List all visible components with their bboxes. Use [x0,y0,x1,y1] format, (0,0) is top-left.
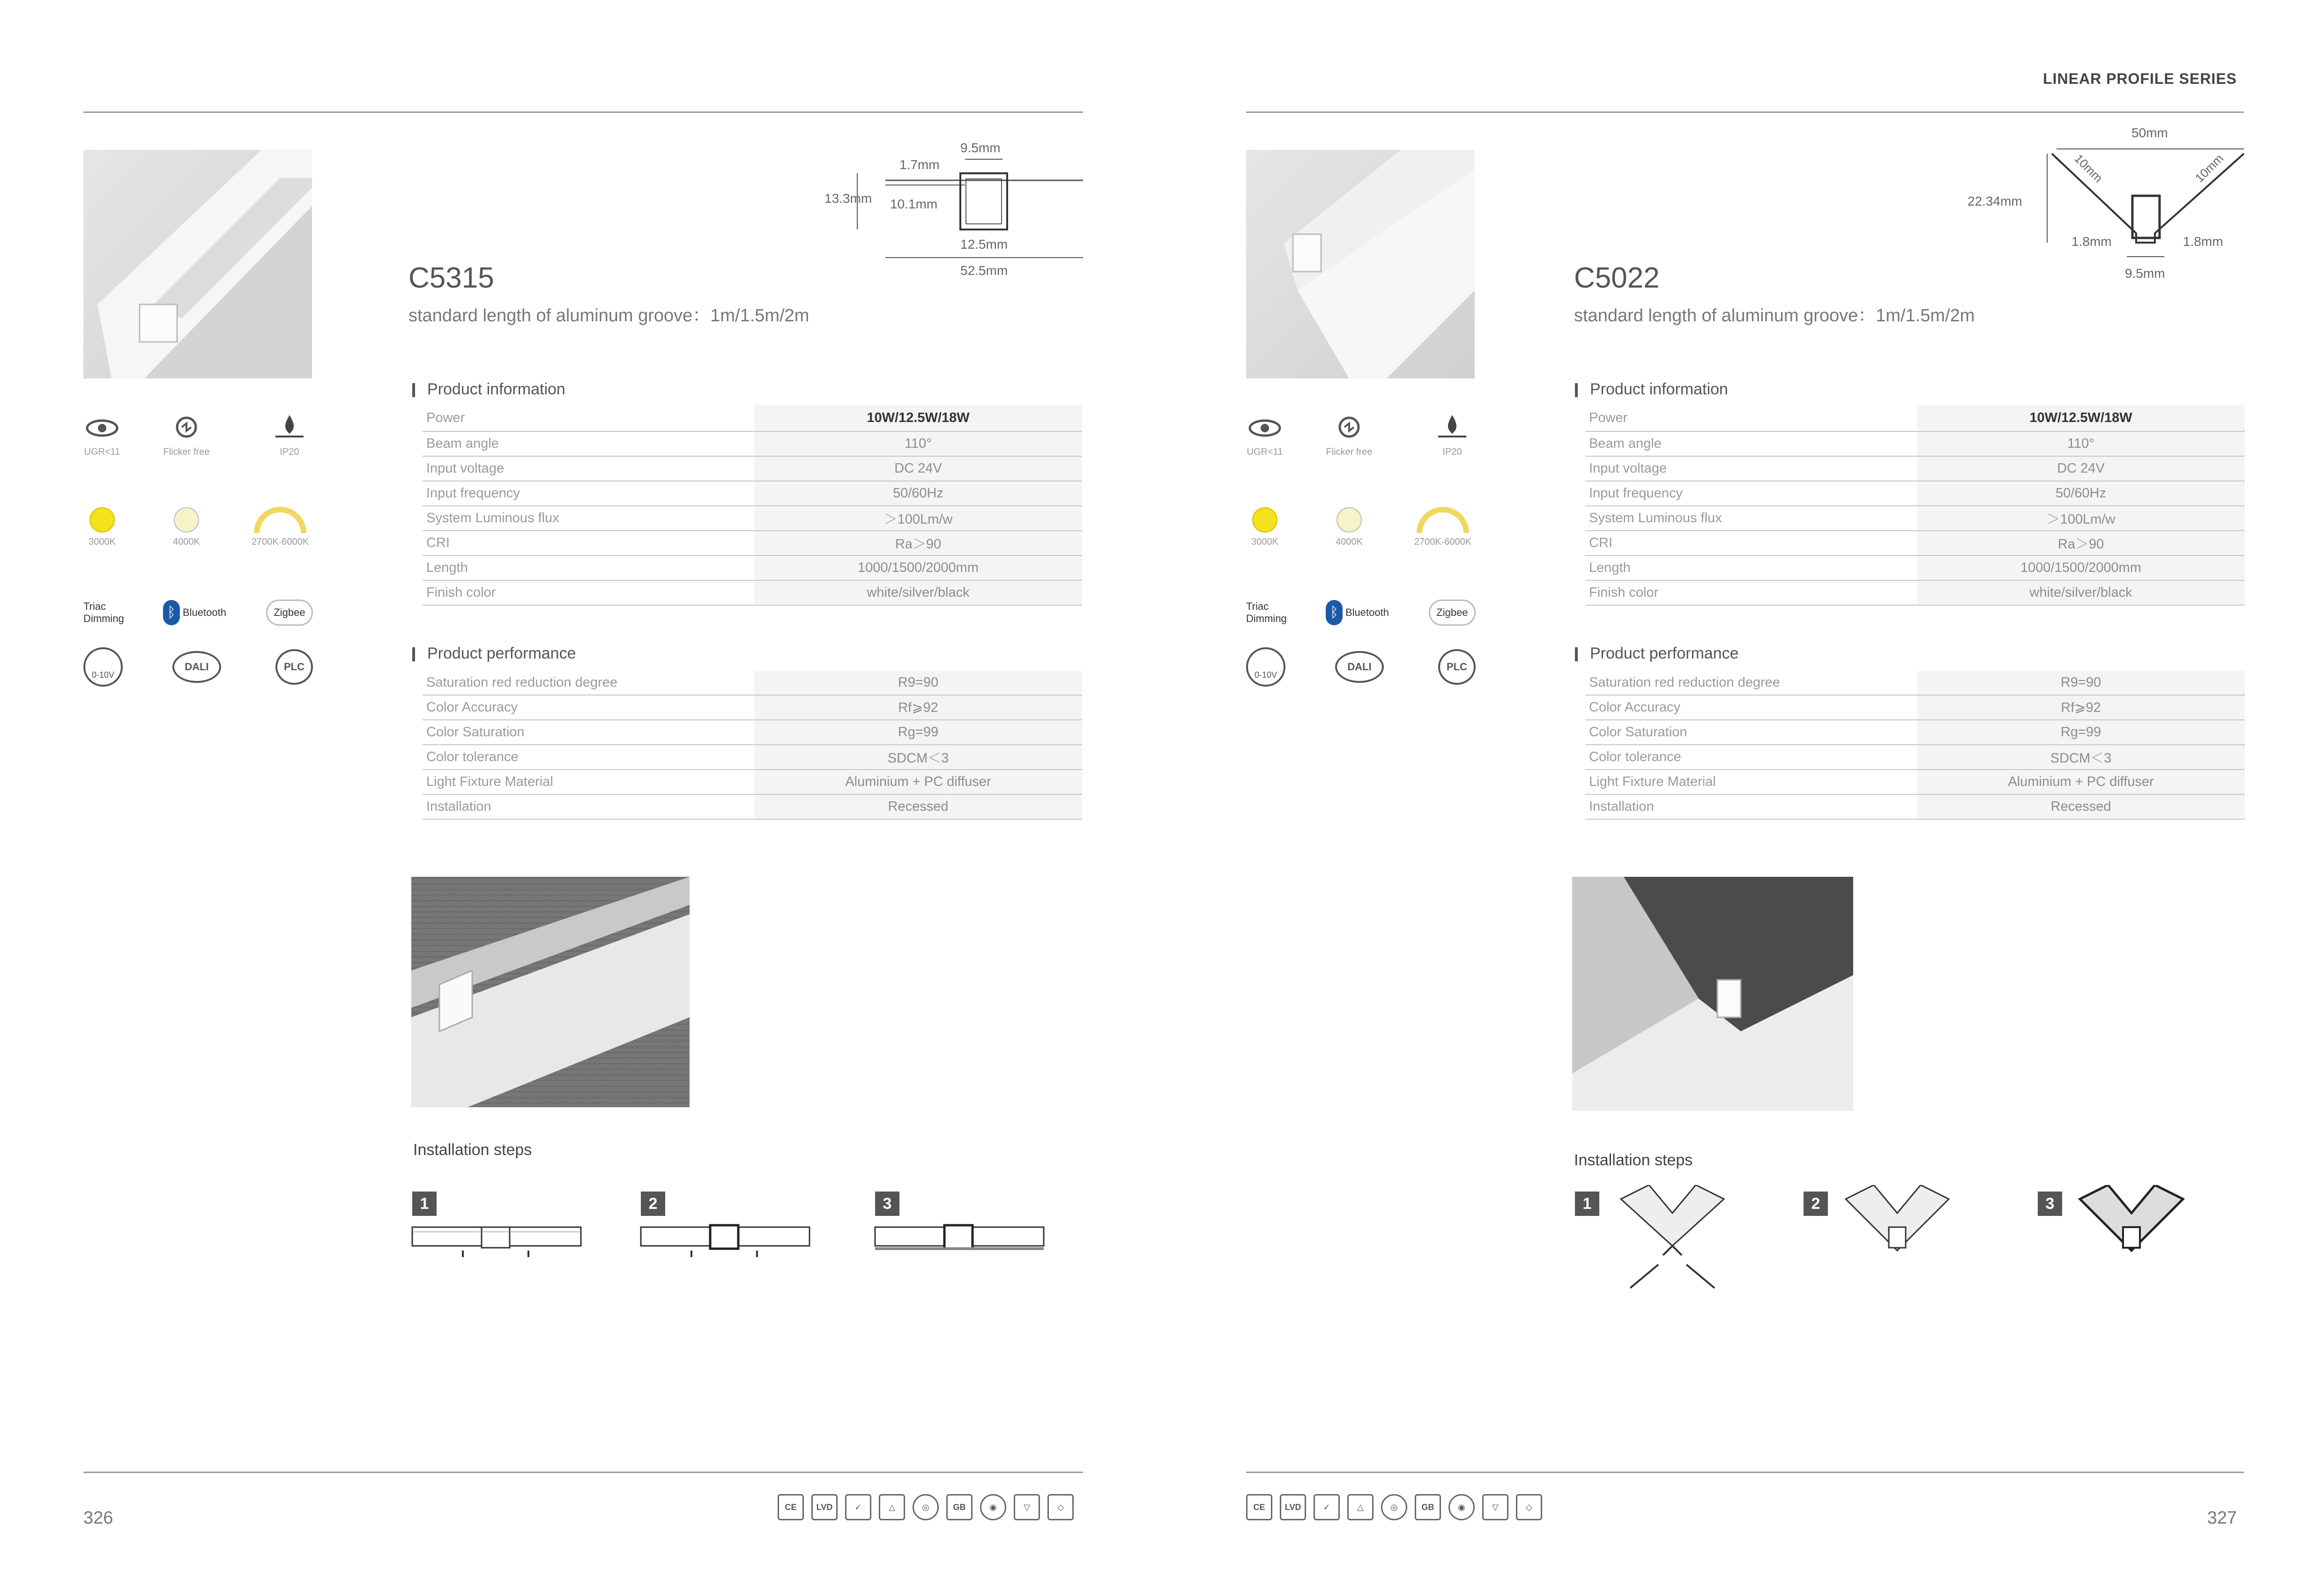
triac-dimming-label: Triac Dimming [83,600,124,624]
spec-label: Finish color [1585,580,1917,605]
spec-value: Rg=99 [754,720,1082,745]
spec-label: Beam angle [423,431,754,456]
spec-row [423,695,1082,720]
performance-table-right [1585,671,2245,820]
spec-label: Light Fixture Material [1585,770,1917,794]
step-2-diagram-right [1836,1185,1958,1255]
spec-row [423,794,1082,819]
spec-label: Light Fixture Material [423,770,754,794]
rohs-mark-icon: ✓ [1314,1494,1340,1520]
dali-icon: DALI [172,651,221,683]
step-3-diagram-left [874,1222,1045,1260]
spec-value: 1000/1500/2000mm [1917,555,2245,580]
dim-010-icon: 0-10V [1246,647,1285,687]
spec-label: System Luminous flux [423,506,754,531]
top-rule-left [83,111,1083,113]
gb-mark: GB [1415,1494,1441,1520]
spec-row [1585,531,2245,555]
spec-row [423,531,1082,555]
spec-row [423,405,1082,431]
spec-label: Color Saturation [1585,720,1917,745]
cqc-mark-icon: ◉ [1448,1494,1475,1520]
product-info-title-left: Product information [427,380,565,398]
dim-50mm: 50mm [2131,126,2168,140]
cct-range-label: 2700K-6000K [251,537,309,547]
spec-row [423,555,1082,580]
safety-triangle-icon: △ [1347,1494,1374,1520]
diamond-mark-icon: ◇ [1516,1494,1542,1520]
spec-row [423,671,1082,695]
cct-range-label: 2700K-6000K [1414,537,1472,547]
spec-label: Input frequency [423,481,754,506]
spec-row [1585,720,2245,745]
bluetooth-label: Bluetooth [1345,607,1389,618]
cct-4000-label: 4000K [173,537,200,547]
spec-value: Recessed [754,794,1082,819]
cct-4000-label: 4000K [1336,537,1363,547]
spec-label: Input voltage [1585,456,1917,481]
ccc-mark-icon: ◎ [913,1494,939,1520]
series-title: LINEAR PROFILE SERIES [2043,70,2237,87]
spec-row [423,745,1082,770]
spec-row [423,580,1082,605]
spec-value: Aluminium + PC diffuser [754,770,1082,794]
performance-title-left: Product performance [427,644,576,662]
spec-label: System Luminous flux [1585,506,1917,531]
spec-row [1585,506,2245,531]
dimension-drawing-c5315 [824,141,1083,281]
step-3-diagram-right [2071,1185,2192,1255]
step-1-badge-right: 1 [1575,1192,1599,1216]
lvd-mark: LVD [811,1494,838,1520]
spec-label: Saturation red reduction degree [1585,671,1917,695]
spec-label: Input frequency [1585,481,1917,506]
eye-icon [1246,412,1284,440]
spec-value: white/silver/black [754,580,1082,605]
page-number-right: 327 [2207,1508,2237,1528]
performance-table-left [423,671,1082,820]
spec-value: ＞100Lm/w [1917,506,2245,531]
bluetooth-badge [1326,600,1389,626]
spec-value: R9=90 [1917,671,2245,695]
ce-mark: CE [778,1494,804,1520]
product-info-title-right: Product information [1590,380,1728,398]
subtitle-left: standard length of aluminum groove：1m/1.5m/2m [408,306,809,326]
cct-range-icon [1415,506,1471,534]
top-rule-right [1246,111,2244,113]
spec-label: Color Saturation [423,720,754,745]
spec-value: ＞100Lm/w [754,506,1082,531]
safety-triangle-icon: △ [879,1494,905,1520]
ip-drop-icon [271,412,308,440]
step-3-badge-right: 3 [2038,1192,2062,1216]
subtitle-right: standard length of aluminum groove：1m/1.5m/2m [1574,306,1975,326]
spec-row [1585,770,2245,794]
spec-row [1585,555,2245,580]
spec-label: Beam angle [1585,431,1917,456]
dim-13-3mm: 13.3mm [824,191,872,206]
spec-row [423,431,1082,456]
zigbee-badge: Zigbee [1429,600,1476,626]
ugr-label: UGR<11 [1247,447,1283,457]
spec-value: 50/60Hz [1917,481,2245,506]
ce-mark: CE [1246,1494,1272,1520]
spec-row [1585,431,2245,456]
spec-label: Input voltage [423,456,754,481]
neutral-light-icon [172,506,200,534]
spec-value: R9=90 [754,671,1082,695]
installation-steps-title-right: Installation steps [1574,1151,1693,1169]
spec-value: Rg=99 [1917,720,2245,745]
spec-label: Color Accuracy [423,695,754,720]
installation-photo-c5022 [1572,877,1853,1111]
spec-value: 110° [754,431,1082,456]
installation-steps-title-left: Installation steps [413,1141,532,1159]
product-info-table-right [1585,405,2245,606]
product-info-table-left [423,405,1082,606]
spec-value: 1000/1500/2000mm [754,555,1082,580]
spec-row [1585,794,2245,819]
dim-52-5mm: 52.5mm [960,263,1008,278]
spec-value: white/silver/black [1917,580,2245,605]
dim-9-5mm-right: 9.5mm [2125,266,2165,281]
installation-photo-c5315 [411,877,690,1107]
triac-dimming-label: Triac Dimming [1246,600,1287,624]
dali-icon: DALI [1335,651,1384,683]
cct-3000-label: 3000K [89,537,116,547]
spec-row [423,506,1082,531]
plc-icon: PLC [1438,649,1476,685]
product-photo-c5315 [83,150,312,378]
spec-row [423,481,1082,506]
lvd-mark: LVD [1280,1494,1306,1520]
gb-mark: GB [946,1494,973,1520]
step-2-badge-left: 2 [641,1192,665,1216]
step-1-diagram-left [411,1222,582,1260]
dim-1-8mm-b: 1.8mm [2183,234,2223,249]
spec-value: 10W/12.5W/18W [754,405,1082,431]
product-photo-c5022 [1246,150,1475,378]
dim-010-icon: 0-10V [83,647,123,687]
spec-value: Recessed [1917,794,2245,819]
spec-value: 110° [1917,431,2245,456]
spec-row [1585,580,2245,605]
model-c5022: C5022 [1574,262,1660,294]
flicker-label: Flicker free [163,447,210,457]
f-mark-icon: ▽ [1482,1494,1508,1520]
spec-row [1585,456,2245,481]
spec-value: DC 24V [754,456,1082,481]
bluetooth-icon: ᛒ [163,600,180,625]
spec-value: DC 24V [1917,456,2245,481]
spec-value: 10W/12.5W/18W [1917,405,2245,431]
dimension-drawing-c5022 [1968,126,2249,285]
spec-value: SDCM＜3 [1917,745,2245,770]
spec-label: CRI [1585,531,1917,555]
spec-value: Rf⩾92 [754,695,1082,720]
spec-row [1585,405,2245,431]
dim-9-5mm: 9.5mm [960,141,1001,155]
ip-drop-icon [1433,412,1471,440]
bottom-rule-right [1246,1472,2244,1473]
spec-label: Color Accuracy [1585,695,1917,720]
spec-row [423,770,1082,794]
spec-value: 50/60Hz [754,481,1082,506]
neutral-light-icon [1335,506,1363,534]
step-2-badge-right: 2 [1804,1192,1828,1216]
spec-label: Color tolerance [423,745,754,770]
diamond-mark-icon: ◇ [1047,1494,1074,1520]
bluetooth-badge [163,600,226,626]
plc-icon: PLC [275,649,313,685]
spec-label: Color tolerance [1585,745,1917,770]
bluetooth-icon: ᛒ [1326,600,1343,625]
dim-1-8mm-a: 1.8mm [2072,234,2112,249]
ip-label: IP20 [1442,447,1462,457]
step-3-badge-left: 3 [875,1192,899,1216]
dim-22-34mm: 22.34mm [1968,194,2022,208]
ugr-label: UGR<11 [84,447,120,457]
spec-row [423,720,1082,745]
dim-1-7mm: 1.7mm [899,157,940,172]
spec-value: Ra＞90 [1917,531,2245,555]
warm-light-icon [88,506,116,534]
spec-label: Saturation red reduction degree [423,671,754,695]
spec-value: Rf⩾92 [1917,695,2245,720]
flicker-label: Flicker free [1326,447,1373,457]
cct-range-icon [252,506,308,534]
feature-icons-right [1246,412,1490,703]
performance-title-right: Product performance [1590,644,1739,662]
zigbee-badge: Zigbee [266,600,313,626]
model-c5315: C5315 [408,262,494,294]
dim-12-5mm: 12.5mm [960,237,1008,252]
cqc-mark-icon: ◉ [980,1494,1006,1520]
spec-row [423,456,1082,481]
warm-light-icon [1251,506,1279,534]
bottom-rule-left [83,1472,1083,1473]
spec-row [1585,745,2245,770]
spec-row [1585,671,2245,695]
dim-10mm-b: 10mm [2192,151,2226,185]
spec-label: Length [1585,555,1917,580]
spec-row [1585,695,2245,720]
dim-10-1mm: 10.1mm [890,197,938,211]
spec-label: Installation [1585,794,1917,819]
flicker-free-icon [1330,413,1368,441]
spec-value: Ra＞90 [754,531,1082,555]
certifications-left [778,1494,1087,1525]
dim-10mm-a: 10mm [2072,151,2106,185]
spec-label: Power [1585,405,1917,431]
certifications-right [1246,1494,1555,1525]
ccc-mark-icon: ◎ [1381,1494,1407,1520]
step-1-badge-left: 1 [412,1192,437,1216]
step-1-diagram-right [1611,1185,1733,1293]
step-2-diagram-left [640,1222,810,1260]
spec-label: Finish color [423,580,754,605]
spec-label: Installation [423,794,754,819]
spec-value: Aluminium + PC diffuser [1917,770,2245,794]
rohs-mark-icon: ✓ [845,1494,871,1520]
bluetooth-label: Bluetooth [183,607,226,618]
spec-value: SDCM＜3 [754,745,1082,770]
feature-icons-left [83,412,327,703]
f-mark-icon: ▽ [1014,1494,1040,1520]
page-number-left: 326 [83,1508,113,1528]
cct-3000-label: 3000K [1251,537,1278,547]
spec-label: CRI [423,531,754,555]
spec-row [1585,481,2245,506]
eye-icon [83,412,121,440]
spec-label: Length [423,555,754,580]
spec-label: Power [423,405,754,431]
flicker-free-icon [168,413,205,441]
ip-label: IP20 [280,447,299,457]
